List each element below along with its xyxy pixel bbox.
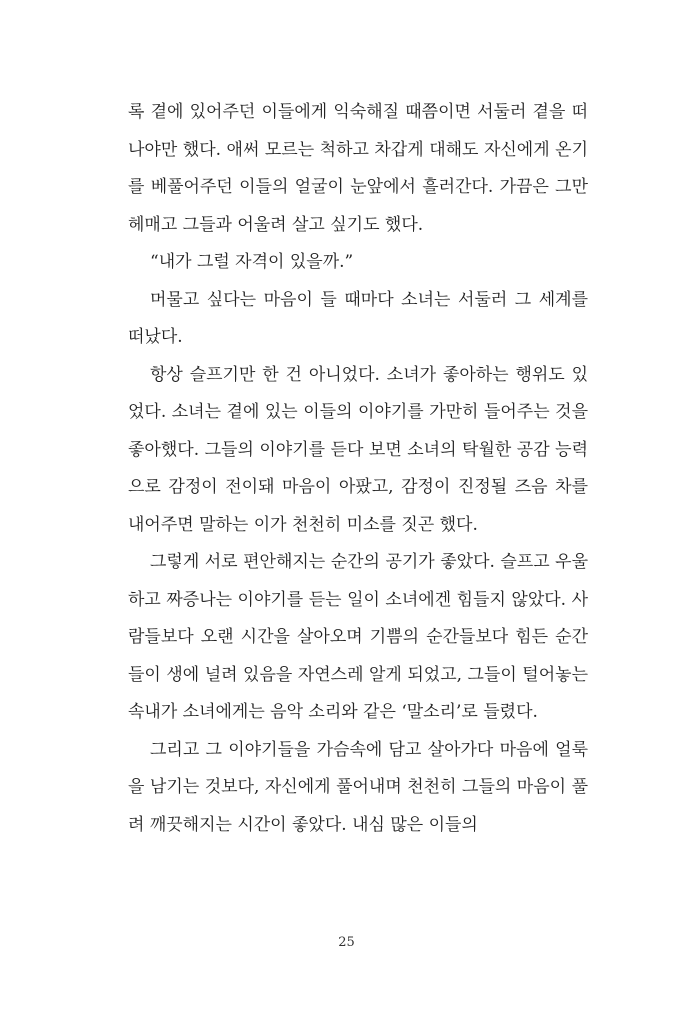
paragraph-quote: “내가 그럴 자격이 있을까.” <box>150 252 354 272</box>
paragraph: 항상 슬프기만 한 건 아니었다. 소녀가 좋아하는 행위도 있었다. 소녀는 곁에 있는 이들의 이야기를 가만히 들어주는 것을 좋아했다. 그들의 이야기를 듣다 보면 소녀의 탁월한 공감 능력으로 감정이 전이돼 마음이 아팠고, 감정이 진정될 즈음 차를 내어주면 말하는 이가 천천히 미소를 짓곤 했다. <box>128 364 588 535</box>
paragraph: 그리고 그 이야기들을 가슴속에 담고 살아가다 마음에 얼룩을 남기는 것보다, 자신에게 풀어내며 천천히 그들의 마음이 풀려 깨끗해지는 시간이 좋았다. 내심 많은 이들의 <box>128 739 588 835</box>
page-number: 25 <box>338 935 355 950</box>
paragraph: 그렇게 서로 편안해지는 순간의 공기가 좋았다. 슬프고 우울하고 짜증나는 이야기를 듣는 일이 소녀에겐 힘들지 않았다. 사람들보다 오랜 시간을 살아오며 기쁨의 순간들보다 힘든 순간들이 생에 널려 있음을 자연스레 알게 되었고, 그들이 털어놓는 속내가 소녀에게는 음악 소리와 같은 ‘말소리’로 들렸다. <box>128 552 588 722</box>
paragraph: 머물고 싶다는 마음이 들 때마다 소녀는 서둘러 그 세계를 떠났다. <box>128 289 588 347</box>
body-text <box>128 94 588 844</box>
paragraph-continued: 록 곁에 있어주던 이들에게 익숙해질 때쯤이면 서둘러 곁을 떠나야만 했다. 애써 모르는 척하고 차갑게 대해도 자신에게 온기를 베풀어주던 이들의 얼굴이 눈앞에서 흘러간다. 가끔은 그만 헤매고 그들과 어울려 살고 싶기도 했다. <box>128 102 588 235</box>
